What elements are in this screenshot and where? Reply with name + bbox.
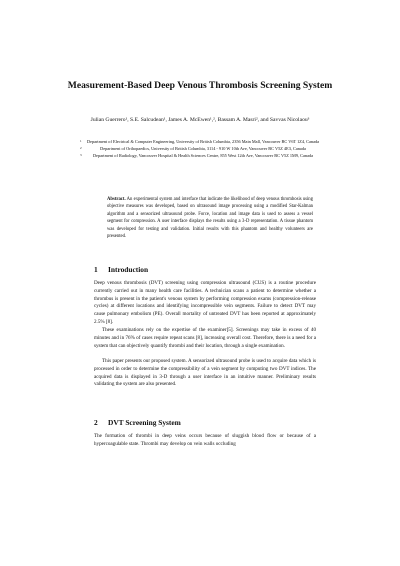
body-paragraph: This paper presents our proposed system. A sensorized ultrasound probe is used to acquire data which is processed in order to determine the compressibility of a vein segment by computing two DVT indices. The acquired data is displayed in 3-D through a user interface in an intuitive manner. Preliminary results validating the system are also presented. — [94, 358, 316, 388]
section-title: DVT Screening System — [108, 418, 181, 427]
affiliation-list — [80, 139, 320, 160]
affiliation-mark: 1 — [80, 139, 82, 143]
affiliation-item — [80, 146, 320, 152]
body-paragraph: These examinations rely on the expertise of the examiner[5]. Screenings may take in excess of 40 minutes and in 76% of cases require repeat scans [8], increasing overall cost. Therefore, there is a need for a system that can objectively quantify thrombi and their location, through a single examination. — [94, 327, 316, 349]
section-title: Introduction — [108, 265, 149, 274]
body-paragraph: Deep venous thrombosis (DVT) screening using compression ultrasound (CUS) is a routine procedure currently carried out in many health care facilities. A technician scans a patient to determine whether a thrombus is present in the patient's venous system by performing compression exams (compression-release cycles) at different locations and identifying incompressible vein segments. Failure to detect DVT may cause pulmonary embolism (PE). Overall mortality of untreated DVT has been reported at approximately 2.5% [8]. — [94, 280, 316, 325]
abstract — [107, 196, 313, 240]
section-number: 1 — [94, 265, 98, 274]
affiliation-mark: 2 — [80, 145, 82, 150]
affiliation-item — [80, 153, 320, 159]
affiliation-item — [80, 139, 320, 145]
section-heading-introduction — [94, 265, 314, 275]
section-heading-dvt-screening-system — [94, 418, 314, 428]
affiliation-text: Department of Orthopaedics, University of British Columbia, 3114 - 910 W 10th Ave, Vancouver BC V5Z 4E3, Canada — [100, 145, 306, 151]
section-number: 2 — [94, 418, 98, 427]
affiliation-mark: 3 — [80, 152, 82, 157]
author-list: Julian Guerrero¹, S.E. Salcudean¹, James A. McEwen¹,², Bassam A. Masri², and Savvas Nicolaou³ — [90, 117, 310, 123]
abstract-text: An experimental system and interface that indicate the likelihood of deep venous thrombosis using objective measures was developed, based on ultrasound image processing using a modified Star-Kalman algorithm and a sensorized ultrasound probe. Force, location and image data is used to assess a vessel segment for compression. A user interface displays the results using a 3-D representation. A tissue phantom was developed for testing and validation. Initial results with this phantom and healthy volunteers are presented. — [107, 197, 313, 240]
affiliation-text: Department of Radiology, Vancouver Hospital & Health Sciences Centre, 855 West 12th Ave, Vancouver BC V5Z 1M9, Canada — [92, 152, 314, 158]
paper-title: Measurement-Based Deep Venous Thrombosis Screening System — [67, 80, 333, 91]
affiliation-text: Department of Electrical & Computer Engineering, University of British Columbia, 2356 Main Mall, Vancouver BC V6T 1Z4, Canada — [86, 139, 320, 144]
body-paragraph: The formation of thrombi in deep veins occurs because of sluggish blood flow or because of a hypercoagulable state. Thrombi may develop on vein walls occluding — [94, 433, 316, 447]
abstract-label: Abstract. — [107, 197, 126, 202]
